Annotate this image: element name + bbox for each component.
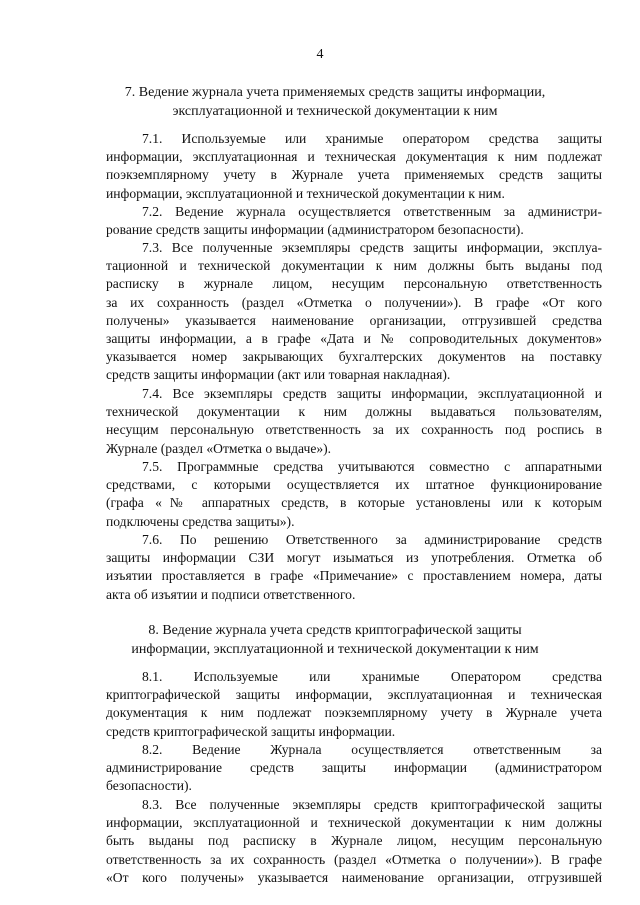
text-line: получены» указывается наименование организации, отгрузившей средства — [106, 312, 602, 328]
text-line: 7.4. Все экземпляры средств защиты информации, эксплуатационной и — [142, 386, 602, 401]
text-line: 7.1. Используемые или хранимые оператором средства защиты — [142, 131, 602, 146]
text-line: средств криптографической защиты информации. — [106, 723, 396, 739]
text-line: указывается номер закрывающих бухгалтерских документов на поставку — [106, 349, 602, 365]
text-line: «От кого получены» указывается наименование организации, отгрузившей — [106, 869, 602, 885]
text-line: криптографической защиты информации, эксплуатационная и техническая — [106, 687, 602, 703]
text-line: за их сохранность (раздел «Отметка о получении»). В графе «От кого — [106, 294, 602, 310]
text-line: поэкземплярному учету в Журнале учета применяемых средств защиты — [106, 167, 602, 183]
text-line: 7.2. Ведение журнала осуществляется ответственным за администри- — [142, 204, 602, 219]
text-line: безопасности). — [106, 778, 192, 794]
text-line: защиты информации, а в графе «Дата и № сопроводительных документов» — [106, 331, 602, 347]
text-line: быть выданы под расписку в Журнале лицом, несущим персональную — [106, 833, 602, 849]
paragraph-7-1 — [106, 130, 602, 203]
text-line: подключены средства защиты»). — [106, 513, 295, 529]
paragraph-8-3 — [106, 796, 602, 887]
text-line: 8.2. Ведение Журнала осуществляется ответственным за — [142, 742, 602, 757]
paragraph-7-4 — [106, 385, 602, 458]
text-line: документация к ним подлежат поэкземплярному учету в Журнале учета — [106, 705, 602, 721]
text-line: технической документации к ним должны выдаваться пользователям, — [106, 404, 602, 420]
text-line: 7.5. Программные средства учитываются совместно с аппаратными — [142, 459, 602, 474]
heading-line: эксплуатационной и технической документации к ним — [172, 103, 498, 119]
paragraph-8-2 — [106, 741, 602, 796]
text-line: тационной и технической документации к ним должны быть выданы под — [106, 258, 602, 274]
text-line: 8.1. Используемые или хранимые Оператором средства — [142, 669, 602, 684]
text-line: изъятии проставляется в графе «Примечание» с проставлением номера, даты — [106, 568, 602, 584]
paragraph-7-3 — [106, 239, 602, 385]
heading-line: информации, эксплуатационной и технической документации к ним — [131, 641, 539, 657]
text-line: акта об изъятии и подписи ответственного. — [106, 586, 356, 602]
text-line: (графа «№ аппаратных средств, в которые установлены или к которым — [106, 495, 602, 511]
text-line: средствами, с которыми осуществляется их штатное функционирование — [106, 477, 602, 493]
text-line: информации, эксплуатационной и технической документации к ним должны — [106, 815, 602, 831]
text-line: Журнале (раздел «Отметка о выдаче»). — [106, 440, 332, 456]
text-line: информации, эксплуатационной и технической документации к ним. — [106, 185, 505, 201]
text-line: несущим персональную ответственность за их сохранность под роспись в — [106, 422, 602, 438]
text-line: защиты информации СЗИ могут изыматься из употребления. Отметка об — [106, 550, 602, 566]
text-line: расписку в журнале лицом, несущим персональную ответственность — [106, 276, 602, 292]
text-line: информации, эксплуатационная и техническая документация к ним подлежат — [106, 149, 602, 165]
paragraph-7-2 — [106, 203, 602, 239]
text-line: 7.3. Все полученные экземпляры средств защиты информации, эксплуа- — [142, 240, 602, 255]
heading-line: 8. Ведение журнала учета средств криптографической защиты — [148, 623, 522, 638]
text-line: 7.6. По решению Ответственного за администрирование средств — [142, 532, 602, 547]
page-number: 4 — [316, 47, 324, 62]
heading-line: 7. Ведение журнала учета применяемых средств защиты информации, — [124, 85, 546, 100]
text-line: администрирование средств защиты информации (администратором — [106, 760, 602, 776]
text-line: 8.3. Все полученные экземпляры средств криптографической защиты — [142, 797, 602, 812]
section-7-heading — [100, 84, 570, 121]
text-line: ответственность за их сохранность (раздел «Отметка о получении»). В графе — [106, 851, 602, 867]
text-line: средств защиты информации (акт или товарная накладная). — [106, 367, 451, 383]
paragraph-8-1 — [106, 668, 602, 741]
paragraph-7-6 — [106, 531, 602, 604]
section-8-heading — [100, 622, 570, 659]
text-line: рование средств защиты информации (администратором безопасности). — [106, 222, 524, 238]
paragraph-7-5 — [106, 458, 602, 531]
